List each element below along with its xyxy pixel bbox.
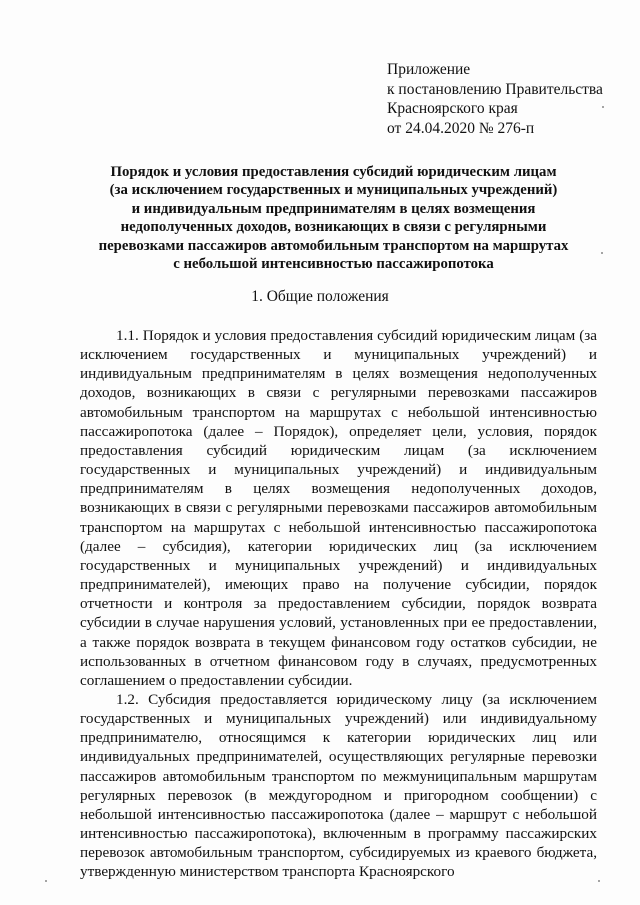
- scan-speck: [601, 252, 603, 254]
- title-line-6: с небольшой интенсивностью пассажиропотока: [173, 256, 494, 273]
- title-line-3: и индивидуальным предпринимателям в целях возмещения: [131, 200, 536, 217]
- section-heading: 1. Общие положения: [251, 288, 389, 305]
- appendix-line-4: от 24.04.2020 № 276-п: [387, 119, 535, 137]
- title-line-5: перевозками пассажиров автомобильным транспортом на маршрутах: [98, 237, 569, 254]
- appendix-line-1: Приложение: [387, 61, 471, 78]
- appendix-block: [387, 60, 603, 138]
- paragraph-1-1: 1.1. Порядок и условия предоставления субсидий юридическим лицам (за исключением государственных и муниципальных учреждений) и индивидуальным предпринимателям в целях возмещения недополученных доходов, возникающих в связи с регулярными перевозками пассажиров автомобильным транспортом на маршрутах с небольшой интенсивностью пассажиропотока (далее – Порядок), определяет цели, условия, порядок предоставления субсидий юридическим лицам (за исключением государственных и муниципальных учреждений) и индивидуальным предпринимателям в целях возмещения недополученных доходов, возникающих в связи с регулярными перевозками пассажиров автомобильным транспортом на маршрутах с небольшой интенсивностью пассажиропотока (далее – субсидия), категории юридических лиц (за исключением государственных и муниципальных учреждений) и индивидуальных предпринимателей), имеющих право на получение субсидии, порядок отчетности и контроля за предоставлением субсидии, порядок возврата субсидии в случае нарушения условий, установленных при ее предоставлении, а также порядок возврата в текущем финансовом году остатков субсидии, не использованных в отчетном финансовом году в случаях, предусмотренных соглашением о предоставлении субсидии.: [80, 327, 597, 689]
- scan-speck: [602, 106, 604, 108]
- title-line-2: (за исключением государственных и муниципальных учреждений): [109, 182, 558, 199]
- document-body: [80, 326, 597, 882]
- scan-speck: [598, 880, 600, 882]
- title-line-4: недополученных доходов, возникающих в связи с регулярными: [120, 219, 547, 236]
- appendix-line-2: к постановлению Правительства: [387, 80, 603, 98]
- title-line-1: Порядок и условия предоставления субсидий юридическим лицам: [110, 164, 557, 180]
- paragraph-1-2: 1.2. Субсидия предоставляется юридическому лицу (за исключением государственных и муниципальных учреждений) или индивидуальному предпринимателю, относящимся к категории юридических лиц или индивидуальных предпринимателей, осуществляющих регулярные перевозки пассажиров автомобильным транспортом по межмуниципальным маршрутам регулярных перевозок (в междугородном и пригородном сообщении) с небольшой интенсивностью пассажиропотока (далее – маршрут с небольшой интенсивностью пассажиропотока), включенным в программу пассажирских перевозок автомобильным транспортом, субсидируемых из краевого бюджета, утвержденную министерством транспорта Красноярского: [80, 690, 597, 881]
- document-title: [70, 163, 597, 273]
- scan-speck: [45, 880, 47, 882]
- appendix-line-3: Красноярского края: [387, 100, 518, 117]
